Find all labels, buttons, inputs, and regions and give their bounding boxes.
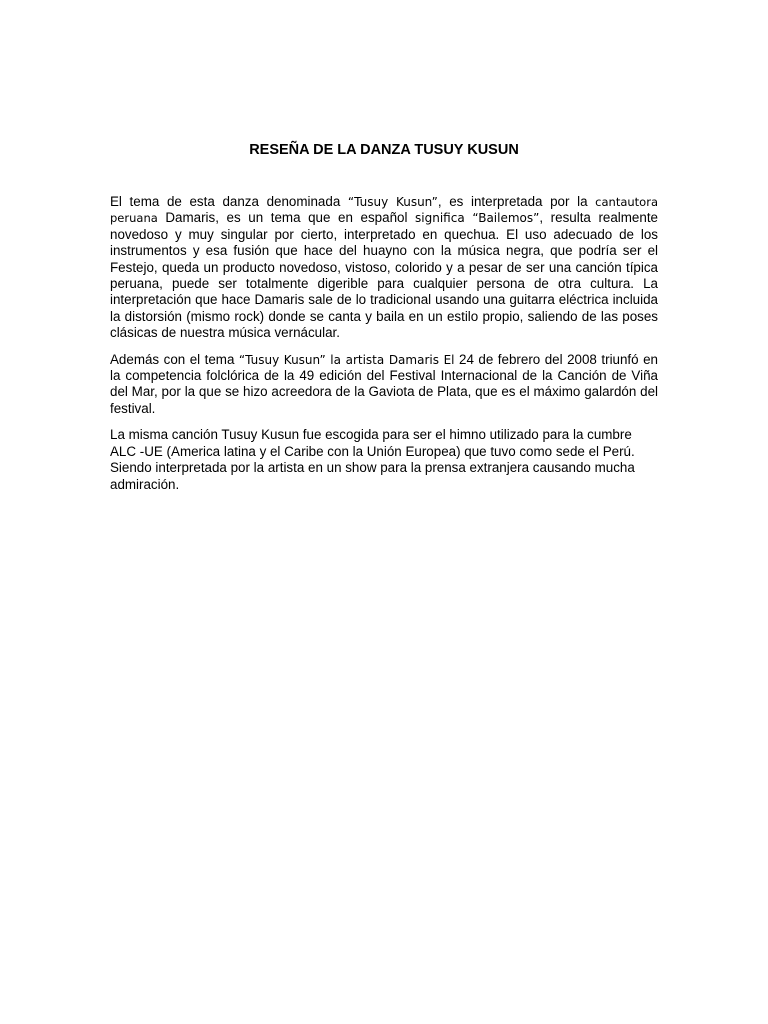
paragraph-3: La misma canción Tusuy Kusun fue escogida para ser el himno utilizado para la cumbre ALC -UE (America latina y el Caribe con la Unión Europea) que tuvo como sede el Perú. Siendo interpretada por la artista en un show para la prensa extranjera causando mucha admiración. [110,427,635,492]
paragraph-1-text-c: , es interpretada por la [437,194,596,209]
paragraph-2-song-artist: “Tusuy Kusun” la artista Damaris El [238,352,455,367]
paragraph-1-text-a: El tema de esta danza denominada [110,194,348,209]
paragraph-2-text-a: Además con el tema [110,351,239,367]
paragraph-1-cantautora: cantautora peruana [110,195,658,226]
paragraph-1-song-name: “Tusuy Kusun” [347,195,438,209]
document-title: RESEÑA DE LA DANZA TUSUY KUSUN [249,142,519,158]
document-body [110,194,658,503]
paragraph-2-text-c: 24 de febrero del 2008 triunfó en la competencia folclórica de la 49 edición del Festival Internacional de la Canción de Viña del Mar, por la que se hizo acreedora de la Gaviota de Plata, que es el máximo galardón del festival. [110,351,658,416]
paragraph-1-text-e: Damaris, es un tema que en español [157,210,416,226]
paragraph-1-significa: significa “Bailemos” [415,211,540,226]
paragraph-1 [110,194,658,342]
paragraph-1-text-g: , resulta realmente novedoso y muy singular por cierto, interpretado en quechua. El uso adecuado de los instrumentos y esa fusión que hace del huayno con la música negra, que podría ser el Festejo, queda un producto novedoso, vistoso, colorido y a pesar de ser una canción típica peruana, puede ser totalmente digerible para cualquier persona de otra cultura. La interpretación que hace Damaris sale de lo tradicional usando una guitarra eléctrica incluida la distorsión (mismo rock) donde se canta y baila en un estilo propio, saliendo de las poses clásicas de nuestra música vernácular. [110,210,658,341]
paragraph-2 [110,352,658,418]
